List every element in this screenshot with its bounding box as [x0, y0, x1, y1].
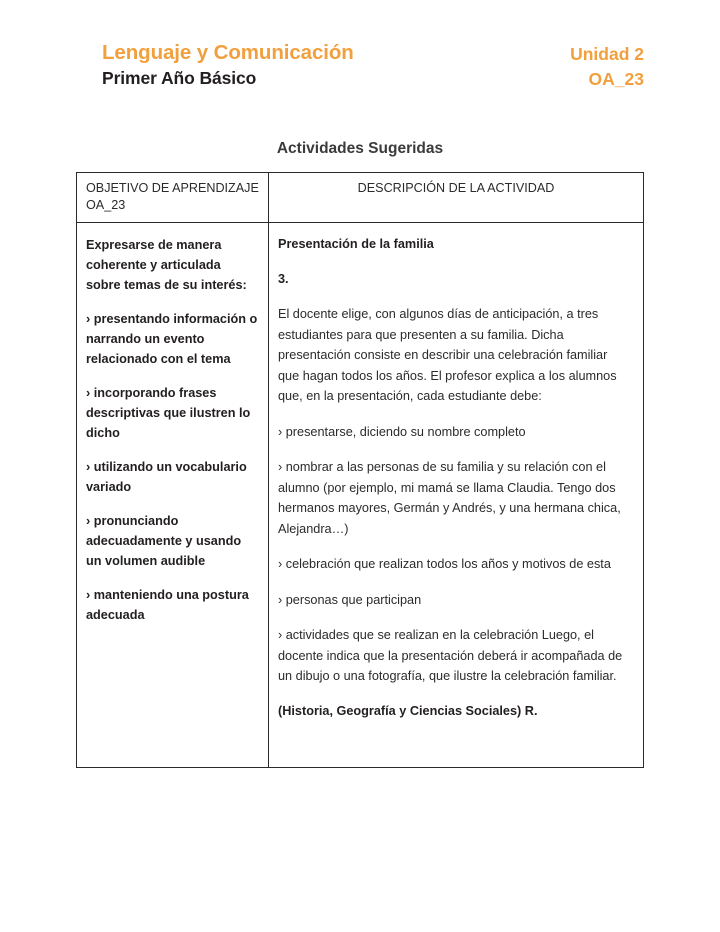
subject-title: Lenguaje y Comunicación	[102, 41, 354, 64]
objective-lead-text: Expresarse de manera coherente y articulada sobre temas de su interés:	[86, 238, 247, 292]
activity-paragraph: El docente elige, con algunos días de anticipación, a tres estudiantes para que presenten a su familia. Dicha presentación consiste en describir una celebración familiar que hagan todos los años. El profesor explica a los alumnos que, en la presentación, cada estudiante debe:	[278, 307, 617, 403]
column-header-objective: OBJETIVO DE APRENDIZAJE OA_23	[77, 173, 269, 222]
activity-item: › personas que participan	[278, 592, 422, 607]
activity-item: › nombrar a las personas de su familia y su relación con el alumno (por ejemplo, mi mamá se llama Claudia. Tengo dos hermanos mayores, Germán y Andrés, y una hermana chica, Alejandra…)	[278, 460, 621, 536]
objective-cell	[77, 223, 269, 767]
objective-item: › pronunciando adecuadamente y usando un volumen audible	[86, 514, 242, 568]
objective-item: › manteniendo una postura adecuada	[86, 588, 249, 622]
activity-item: › actividades que se realizan en la celebración Luego, el docente indica que la presentación deberá ir acompañada de un dibujo o una fotografía, que ilustre la celebración familiar.	[278, 628, 623, 683]
document-header	[76, 40, 644, 98]
header-left-block	[102, 40, 354, 90]
oa-code-label: OA_23	[588, 69, 644, 89]
activity-source-reference: (Historia, Geografía y Ciencias Sociales) R.	[278, 703, 538, 718]
unit-label: Unidad 2	[570, 44, 644, 64]
activity-item: › presentarse, diciendo su nombre completo	[278, 424, 526, 439]
objective-item: › incorporando frases descriptivas que ilustren lo dicho	[86, 386, 251, 440]
activity-number: 3.	[278, 272, 289, 286]
activities-table	[76, 172, 644, 768]
table-header-row	[77, 173, 643, 223]
objective-item: › presentando información o narrando un evento relacionado con el tema	[86, 312, 258, 366]
header-right-block	[570, 42, 644, 91]
grade-title: Primer Año Básico	[102, 68, 257, 88]
description-cell	[269, 223, 643, 767]
table-body-row	[77, 223, 643, 767]
objective-item: › utilizando un vocabulario variado	[86, 460, 247, 494]
column-header-description: DESCRIPCIÓN DE LA ACTIVIDAD	[357, 181, 555, 195]
section-title: Actividades Sugeridas	[276, 140, 444, 157]
activity-item: › celebración que realizan todos los años y motivos de esta	[278, 557, 611, 571]
activity-heading: Presentación de la familia	[278, 237, 434, 251]
